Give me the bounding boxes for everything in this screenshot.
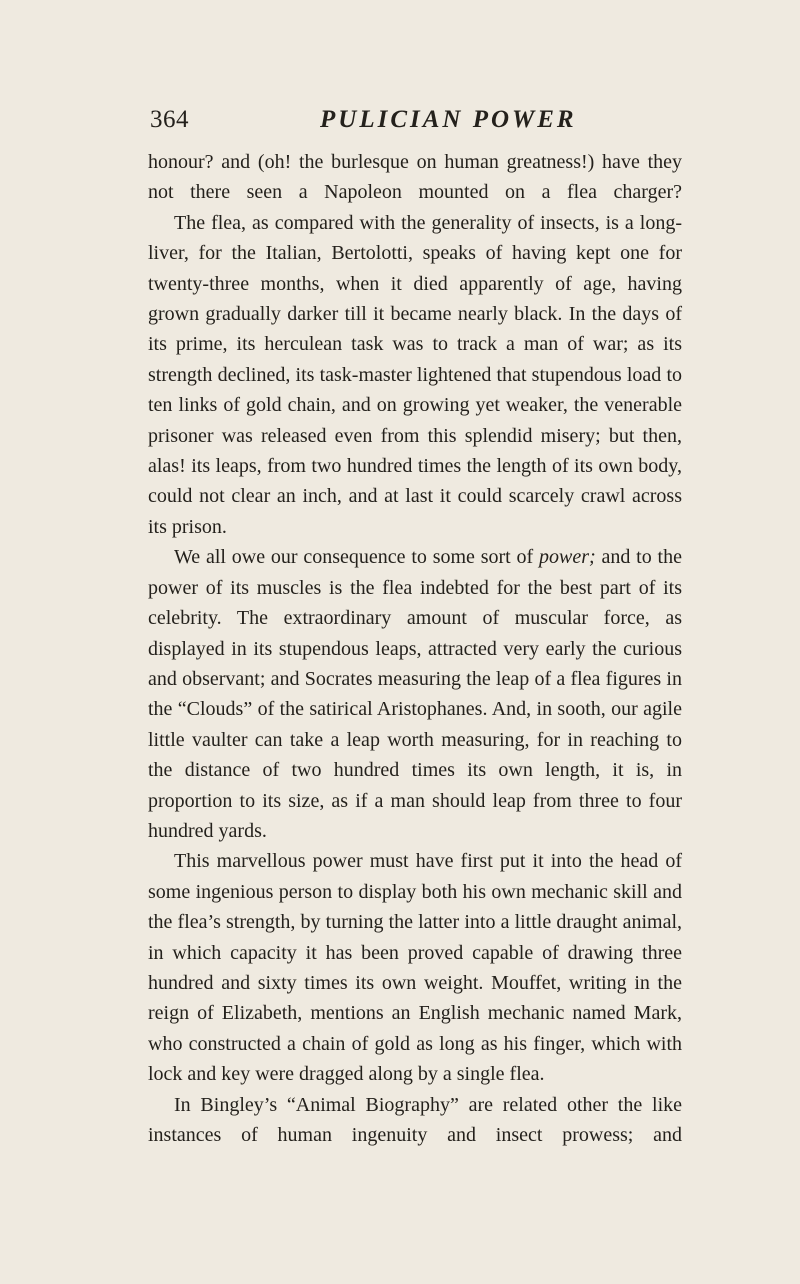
running-head [150,102,680,138]
page-number: 364 [150,106,189,133]
emphasis-power: power; [539,546,596,569]
paragraph-4: This marvellous power must have first put it into the head of some ingenious person to display both his own mechanic skill and the flea’s strength, by turning the latter into a little draught animal, in which capacity it has been proved capable of drawing three hundred and sixty times its own weight. Mouffet, writing in the reign of Elizabeth, mentions an English mechanic named Mark, who constructed a chain of gold as long as his finger, which with lock and key were dragged along by a single flea. [148,850,682,1086]
body-text [148,147,682,1150]
paragraph-2: The flea, as compared with the generality of insects, is a long-liver, for the Italian, Bertolotti, speaks of having kept one for twenty-three months, when it died apparently of age, having grown gradually darker till it became nearly black. In the days of its prime, its herculean task was to track a man of war; as its strength declined, its task-master lightened that stupendous load to ten links of gold chain, and on growing yet weaker, the venerable prisoner was released even from this splendid misery; but then, alas! its leaps, from two hundred times the length of its own body, could not clear an inch, and at last it could scarcely crawl across its prison. [148,211,682,538]
paragraph-5: In Bingley’s “Animal Biography” are related other the like instances of human ingenuity and insect prowess; and [148,1093,682,1146]
page-title: PULICIAN POWER [320,106,577,133]
paragraph-3 [148,542,682,846]
paragraph-3-text-end: and to the power of its muscles is the flea indebted for the best part of its celebrity. The extraordinary amount of muscular force, as displayed in its stupendous leaps, attracted very early the curious and observant; and Socrates measuring the leap of a flea figures in the “Clouds” of the satirical Aristophanes. And, in sooth, our agile little vaulter can take a leap worth measuring, for in reaching to the distance of two hundred times its own length, it is, in proportion to its size, as if a man should leap from three to four hundred yards. [148,546,682,842]
paragraph-1: honour? and (oh! the burlesque on human greatness!) have they not there seen a Napoleon mounted on a flea charger? [148,151,682,204]
paragraph-3-text-start: We all owe our consequence to some sort of [174,546,540,569]
